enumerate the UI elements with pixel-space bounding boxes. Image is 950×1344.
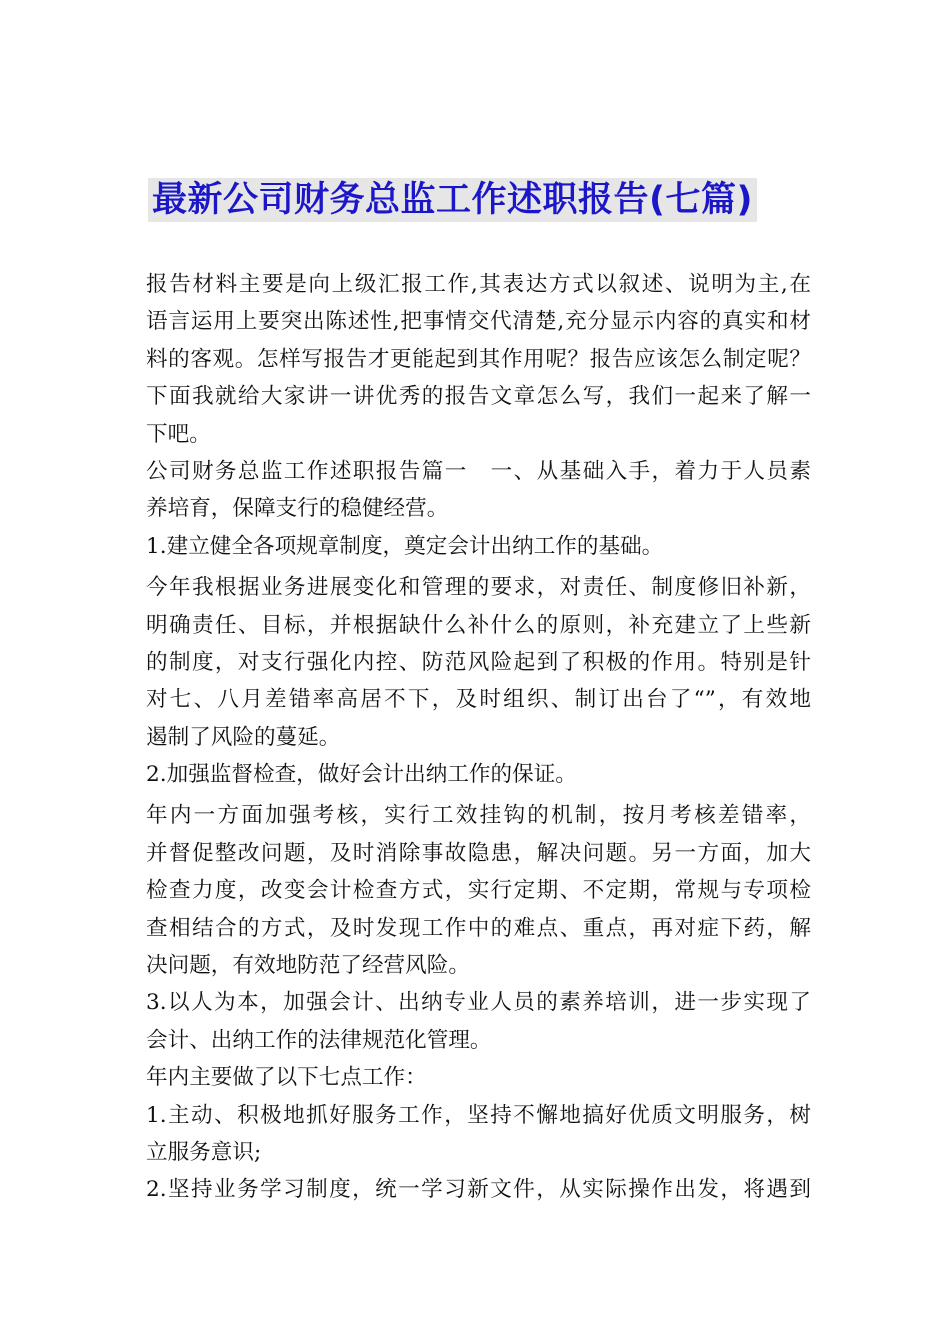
text-line: 决问题，有效地防范了经营风险。	[146, 953, 470, 979]
text-line: 对七、八月差错率高居不下，及时组织、制订出台了“”，有效地	[146, 687, 811, 713]
text-line: 公司财务总监工作述职报告篇一 一、从基础入手，着力于人员素	[146, 458, 811, 484]
document-body	[146, 266, 811, 1209]
text-line: 3.以人为本，加强会计、出纳专业人员的素养培训，进一步实现了	[146, 990, 811, 1016]
text-line: 养培育，保障支行的稳健经营。	[146, 496, 449, 522]
document-title: 最新公司财务总监工作述职报告(七篇)	[148, 178, 757, 222]
text-line: 报告材料主要是向上级汇报工作,其表达方式以叙述、说明为主,在	[146, 272, 811, 297]
text-line: 遏制了风险的蔓延。	[146, 724, 341, 750]
text-line: 今年我根据业务进展变化和管理的要求，对责任、制度修旧补新，	[146, 575, 811, 601]
text-line: 并督促整改问题，及时消除事故隐患，解决问题。另一方面，加大	[146, 840, 811, 866]
text-line: 下吧。	[146, 421, 211, 447]
text-line: 会计、出纳工作的法律规范化管理。	[146, 1027, 492, 1053]
text-line: 立服务意识;	[146, 1139, 262, 1165]
text-line: 1.建立健全各项规章制度，奠定会计出纳工作的基础。	[146, 533, 664, 559]
text-line: 明确责任、目标，并根据缺什么补什么的原则，补充建立了上些新	[146, 612, 811, 638]
text-line: 年内主要做了以下七点工作：	[146, 1065, 427, 1091]
text-line: 料的客观。怎样写报告才更能起到其作用呢？报告应该怎么制定呢？	[146, 346, 811, 372]
text-line: 2.坚持业务学习制度，统一学习新文件，从实际操作出发，将遇到	[146, 1177, 811, 1203]
text-line: 下面我就给大家讲一讲优秀的报告文章怎么写，我们一起来了解一	[146, 384, 811, 410]
text-line: 检查力度，改变会计检查方式，实行定期、不定期，常规与专项检	[146, 878, 811, 904]
text-line: 1.主动、积极地抓好服务工作，坚持不懈地搞好优质文明服务，树	[146, 1102, 811, 1128]
text-line: 年内一方面加强考核，实行工效挂钩的机制，按月考核差错率，	[146, 803, 811, 829]
text-line: 2.加强监督检查，做好会计出纳工作的保证。	[146, 762, 577, 788]
text-line: 查相结合的方式，及时发现工作中的难点、重点，再对症下药，解	[146, 915, 811, 941]
text-line: 的制度，对支行强化内控、防范风险起到了积极的作用。特别是针	[146, 649, 811, 675]
text-line: 语言运用上要突出陈述性,把事情交代清楚,充分显示内容的真实和材	[146, 309, 811, 335]
